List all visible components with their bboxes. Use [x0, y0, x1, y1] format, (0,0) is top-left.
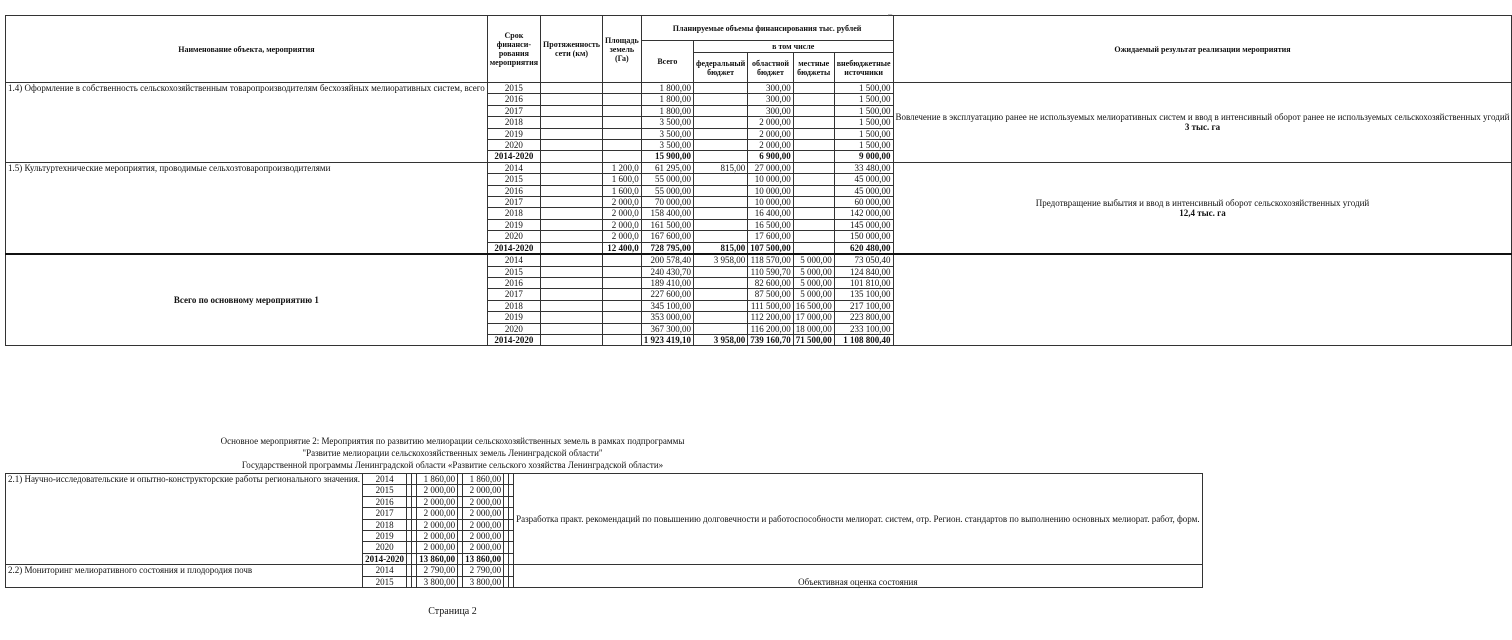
cell-year: 2014-2020 [487, 151, 540, 162]
cell-length [541, 140, 603, 151]
cell-area [602, 254, 641, 266]
cell-local [793, 174, 834, 185]
cell-area [602, 289, 641, 300]
cell-year: 2020 [487, 140, 540, 151]
cell-length [541, 128, 603, 139]
cell-regional: 2 000,00 [463, 508, 504, 519]
cell-length [541, 334, 603, 345]
cell-length [541, 94, 603, 105]
cell-year: 2020 [487, 323, 540, 334]
block-total-1 [6, 254, 1512, 346]
cell-length [541, 277, 603, 288]
cell-regional: 2 000,00 [463, 542, 504, 553]
header-planned: Планируемые объемы финансирования тыс. рублей [641, 16, 893, 41]
section2-title-line3: Государственной программы Ленинградской области «Развитие сельского хозяйства Ленинградской области» [241, 460, 664, 470]
cell-area [602, 277, 641, 288]
cell-extra: 9 000,00 [834, 151, 893, 162]
cell-length [541, 151, 603, 162]
cell-extra: 101 810,00 [834, 277, 893, 288]
cell-length [541, 323, 603, 334]
cell-total: 1 800,00 [641, 105, 693, 116]
result-text: Предотвращение выбытия и ввод в интенсивный оборот сельскохозяйственных угодий [1035, 197, 1370, 208]
cell-total: 61 295,00 [641, 162, 693, 173]
table-row [6, 474, 1203, 485]
result-text: Вовлечение в эксплуатацию ранее не используемых мелиоративных систем и ввод в интенсивный оборот ранее не используемых сельскохозяйственных угодий [895, 112, 1510, 123]
cell-federal [693, 323, 747, 334]
cell-total: 15 900,00 [641, 151, 693, 162]
cell-total: 2 000,00 [417, 542, 458, 553]
cell-local [793, 231, 834, 242]
cell-year: 2018 [487, 208, 540, 219]
cell-local: 5 000,00 [793, 254, 834, 266]
section2-title-line1: Основное мероприятие 2: Мероприятия по развитию мелиорации сельскохозяйственных земель в рамках подпрограммы [220, 436, 685, 446]
cell-area [602, 105, 641, 116]
cell-regional: 2 000,00 [463, 485, 504, 496]
row-name: 1.4) Оформление в собственность сельскохозяйственным товаропроизводителям бесхозяйных мелиоративных систем, всего [6, 83, 488, 163]
cell-local [793, 105, 834, 116]
cell-extra: 45 000,00 [834, 174, 893, 185]
cell-regional: 2 790,00 [463, 565, 504, 576]
cell-extra: 1 500,00 [834, 117, 893, 128]
financing-table [5, 15, 1512, 346]
result-text: Разработка практ. рекомендаций по повышению долговечности и работоспособности мелиорат. систем, отр. Регион. стандартов по выполнению основных мелиорат. работ, форм. [516, 513, 1200, 524]
cell-area [602, 83, 641, 94]
cell-area [602, 334, 641, 345]
cell-length [541, 312, 603, 323]
cell-year: 2018 [363, 519, 407, 530]
cell-local [793, 162, 834, 173]
table-row [6, 254, 1512, 266]
cell-total: 200 578,40 [641, 254, 693, 266]
cell-extra: 217 100,00 [834, 300, 893, 311]
table-header [6, 16, 1512, 83]
row-result [893, 83, 1512, 163]
cell-year: 2016 [487, 94, 540, 105]
cell-local [793, 151, 834, 162]
cell-length [541, 162, 603, 173]
cell-length [541, 219, 603, 230]
cell-regional: 112 200,00 [748, 312, 794, 323]
cell-extra: 1 500,00 [834, 128, 893, 139]
financing-table-2 [5, 473, 1203, 588]
cell-regional: 111 500,00 [748, 300, 794, 311]
cell-extra [509, 519, 514, 530]
cell-total: 367 300,00 [641, 323, 693, 334]
cell-federal: 3 958,00 [693, 334, 747, 345]
cell-regional: 2 000,00 [463, 519, 504, 530]
cell-regional: 2 000,00 [463, 496, 504, 507]
cell-extra: 135 100,00 [834, 289, 893, 300]
cell-length [541, 289, 603, 300]
result-value: 12,4 тыс. га [1179, 207, 1226, 218]
cell-extra [509, 542, 514, 553]
cell-year: 2014-2020 [363, 553, 407, 564]
cell-area: 1 600,0 [602, 185, 641, 196]
cell-year: 2020 [487, 231, 540, 242]
cell-area [602, 140, 641, 151]
cell-extra: 1 108 800,40 [834, 334, 893, 345]
cell-extra: 60 000,00 [834, 197, 893, 208]
cell-area [602, 128, 641, 139]
cell-total: 70 000,00 [641, 197, 693, 208]
cell-extra: 33 480,00 [834, 162, 893, 173]
cell-regional: 116 200,00 [748, 323, 794, 334]
cell-area: 1 600,0 [602, 174, 641, 185]
cell-total: 167 600,00 [641, 231, 693, 242]
cell-local [793, 197, 834, 208]
cell-year: 2017 [487, 197, 540, 208]
cell-regional: 107 500,00 [748, 242, 794, 254]
cell-length [541, 231, 603, 242]
cell-area [602, 94, 641, 105]
cell-year: 2019 [487, 128, 540, 139]
result-text: Объективная оценка состояния [798, 576, 918, 587]
cell-extra: 145 000,00 [834, 219, 893, 230]
cell-regional: 3 800,00 [463, 576, 504, 587]
cell-length [541, 208, 603, 219]
cell-total: 158 400,00 [641, 208, 693, 219]
header-local: местные бюджеты [793, 53, 834, 83]
cell-federal [693, 289, 747, 300]
cell-extra: 1 500,00 [834, 140, 893, 151]
cell-year: 2020 [363, 542, 407, 553]
cell-extra: 73 050,40 [834, 254, 893, 266]
cell-extra: 233 100,00 [834, 323, 893, 334]
cell-year: 2017 [363, 508, 407, 519]
cell-area [602, 151, 641, 162]
cell-regional: 300,00 [748, 105, 794, 116]
cell-year: 2015 [363, 576, 407, 587]
cell-local [793, 83, 834, 94]
cell-year: 2014-2020 [487, 334, 540, 345]
cell-local [793, 208, 834, 219]
cell-total: 189 410,00 [641, 277, 693, 288]
cell-total: 1 860,00 [417, 474, 458, 485]
cell-year: 2019 [487, 219, 540, 230]
cell-total: 2 000,00 [417, 508, 458, 519]
cell-regional: 2 000,00 [748, 140, 794, 151]
cell-length [541, 300, 603, 311]
cell-area [602, 323, 641, 334]
cell-extra [509, 531, 514, 542]
cell-total: 2 000,00 [417, 496, 458, 507]
cell-local [793, 128, 834, 139]
cell-extra: 45 000,00 [834, 185, 893, 196]
block-1-4 [6, 83, 1512, 163]
cell-length [541, 242, 603, 254]
cell-regional: 16 500,00 [748, 219, 794, 230]
cell-local: 17 000,00 [793, 312, 834, 323]
cell-year: 2017 [487, 289, 540, 300]
cell-year: 2018 [487, 300, 540, 311]
cell-regional: 10 000,00 [748, 185, 794, 196]
cell-federal [693, 105, 747, 116]
cell-regional: 2 000,00 [748, 128, 794, 139]
cell-total: 353 000,00 [641, 312, 693, 323]
cell-federal [693, 197, 747, 208]
cell-area: 2 000,0 [602, 197, 641, 208]
row-name: 2.2) Мониторинг мелиоративного состояния и плодородия почв [6, 565, 363, 588]
cell-federal [693, 312, 747, 323]
cell-regional: 300,00 [748, 83, 794, 94]
table-row [6, 162, 1512, 173]
scan-mark: ⌐ [888, 10, 893, 19]
cell-federal [693, 94, 747, 105]
cell-regional: 2 000,00 [748, 117, 794, 128]
cell-regional: 27 000,00 [748, 162, 794, 173]
cell-federal [693, 174, 747, 185]
cell-year: 2015 [487, 83, 540, 94]
cell-total: 728 795,00 [641, 242, 693, 254]
cell-federal [693, 83, 747, 94]
cell-regional: 118 570,00 [748, 254, 794, 266]
cell-year: 2017 [487, 105, 540, 116]
cell-year: 2014 [487, 162, 540, 173]
cell-total: 3 500,00 [641, 128, 693, 139]
cell-area [602, 266, 641, 277]
cell-total: 3 800,00 [417, 576, 458, 587]
cell-length [541, 254, 603, 266]
cell-regional: 6 900,00 [748, 151, 794, 162]
cell-extra [509, 576, 514, 587]
cell-area: 2 000,0 [602, 231, 641, 242]
cell-extra [509, 553, 514, 564]
cell-year: 2014 [363, 474, 407, 485]
cell-extra [509, 496, 514, 507]
cell-length [541, 83, 603, 94]
cell-federal: 815,00 [693, 242, 747, 254]
cell-total: 1 800,00 [641, 94, 693, 105]
cell-local: 5 000,00 [793, 289, 834, 300]
header-result: Ожидаемый результат реализации мероприятия [893, 16, 1512, 83]
cell-year: 2016 [487, 185, 540, 196]
cell-length [541, 174, 603, 185]
cell-federal [693, 117, 747, 128]
cell-extra: 1 500,00 [834, 105, 893, 116]
cell-year: 2019 [487, 312, 540, 323]
row-result [893, 254, 1512, 346]
cell-total: 2 790,00 [417, 565, 458, 576]
cell-year: 2019 [363, 531, 407, 542]
cell-total: 227 600,00 [641, 289, 693, 300]
cell-extra: 150 000,00 [834, 231, 893, 242]
header-total: Всего [641, 41, 693, 83]
cell-year: 2014 [487, 254, 540, 266]
cell-year: 2014-2020 [487, 242, 540, 254]
header-length: Протяженность сети (км) [541, 16, 603, 83]
cell-extra [509, 508, 514, 519]
cell-length [541, 185, 603, 196]
cell-total: 3 500,00 [641, 140, 693, 151]
row-name: 2.1) Научно-исследовательские и опытно-конструкторские работы регионального значения. [6, 474, 363, 565]
header-regional: областной бюджет [748, 53, 794, 83]
cell-year: 2016 [363, 496, 407, 507]
table-row [6, 83, 1512, 94]
cell-length [541, 105, 603, 116]
cell-regional: 82 600,00 [748, 277, 794, 288]
cell-regional: 10 000,00 [748, 174, 794, 185]
cell-total: 2 000,00 [417, 531, 458, 542]
cell-local: 16 500,00 [793, 300, 834, 311]
cell-extra [509, 485, 514, 496]
cell-year: 2016 [487, 277, 540, 288]
cell-local [793, 94, 834, 105]
cell-extra: 1 500,00 [834, 94, 893, 105]
header-incl: в том числе [693, 41, 893, 53]
cell-regional: 739 160,70 [748, 334, 794, 345]
cell-local: 5 000,00 [793, 266, 834, 277]
header-area: Площадь земель (Га) [602, 16, 641, 83]
cell-total: 1 923 419,10 [641, 334, 693, 345]
cell-year: 2015 [363, 485, 407, 496]
cell-regional: 1 860,00 [463, 474, 504, 485]
cell-local [793, 117, 834, 128]
cell-federal [693, 277, 747, 288]
cell-total: 161 500,00 [641, 219, 693, 230]
cell-local [793, 219, 834, 230]
cell-federal [693, 300, 747, 311]
row-name: 1.5) Культуртехнические мероприятия, проводимые сельхозтоваропроизводителями [6, 162, 488, 254]
cell-total: 2 000,00 [417, 485, 458, 496]
cell-federal [693, 208, 747, 219]
cell-local: 5 000,00 [793, 277, 834, 288]
cell-federal [693, 219, 747, 230]
cell-local [793, 185, 834, 196]
cell-area: 1 200,0 [602, 162, 641, 173]
cell-area: 2 000,0 [602, 219, 641, 230]
cell-total: 3 500,00 [641, 117, 693, 128]
page-footer: Страница 2 [428, 606, 477, 617]
cell-local: 18 000,00 [793, 323, 834, 334]
cell-year: 2018 [487, 117, 540, 128]
cell-total: 13 860,00 [417, 553, 458, 564]
cell-regional: 10 000,00 [748, 197, 794, 208]
cell-regional: 17 600,00 [748, 231, 794, 242]
cell-total: 240 430,70 [641, 266, 693, 277]
cell-area [602, 312, 641, 323]
cell-federal: 815,00 [693, 162, 747, 173]
cell-federal [693, 151, 747, 162]
row-result [514, 474, 1203, 565]
block-2-1 [6, 474, 1203, 565]
header-federal: федеральный бюджет [693, 53, 747, 83]
cell-total: 55 000,00 [641, 174, 693, 185]
cell-regional: 87 500,00 [748, 289, 794, 300]
cell-regional: 300,00 [748, 94, 794, 105]
block-2-2 [6, 565, 1203, 588]
row-result [514, 565, 1203, 588]
cell-total: 345 100,00 [641, 300, 693, 311]
cell-total: 55 000,00 [641, 185, 693, 196]
section2-title-line2: "Развитие мелиорации сельскохозяйственных земель Ленинградской области" [302, 448, 603, 458]
cell-federal [693, 128, 747, 139]
cell-area: 2 000,0 [602, 208, 641, 219]
cell-year: 2015 [487, 266, 540, 277]
row-result [893, 162, 1512, 254]
cell-extra: 124 840,00 [834, 266, 893, 277]
cell-length [541, 117, 603, 128]
cell-federal: 3 958,00 [693, 254, 747, 266]
cell-federal [693, 140, 747, 151]
block-1-5 [6, 162, 1512, 254]
table-row [6, 565, 1203, 576]
cell-total: 1 800,00 [641, 83, 693, 94]
cell-extra: 142 000,00 [834, 208, 893, 219]
cell-area [602, 117, 641, 128]
cell-federal [693, 185, 747, 196]
header-extra: внебюджетные источники [834, 53, 893, 83]
cell-extra: 620 480,00 [834, 242, 893, 254]
cell-total: 2 000,00 [417, 519, 458, 530]
cell-area: 12 400,0 [602, 242, 641, 254]
cell-federal [693, 266, 747, 277]
cell-federal [693, 231, 747, 242]
cell-local: 71 500,00 [793, 334, 834, 345]
row-name: Всего по основному мероприятию 1 [6, 254, 488, 346]
cell-regional: 2 000,00 [463, 531, 504, 542]
result-value: 3 тыс. га [1184, 122, 1221, 133]
cell-length [541, 266, 603, 277]
cell-length [541, 197, 603, 208]
cell-area [602, 300, 641, 311]
cell-extra: 1 500,00 [834, 83, 893, 94]
cell-year: 2015 [487, 174, 540, 185]
cell-year: 2014 [363, 565, 407, 576]
cell-regional: 13 860,00 [463, 553, 504, 564]
cell-local [793, 242, 834, 254]
header-term: Срок финанси-рования мероприятия [487, 16, 540, 83]
cell-extra: 223 800,00 [834, 312, 893, 323]
cell-regional: 16 400,00 [748, 208, 794, 219]
cell-local [793, 140, 834, 151]
cell-regional: 110 590,70 [748, 266, 794, 277]
header-name: Наименование объекта, мероприятия [6, 16, 488, 83]
